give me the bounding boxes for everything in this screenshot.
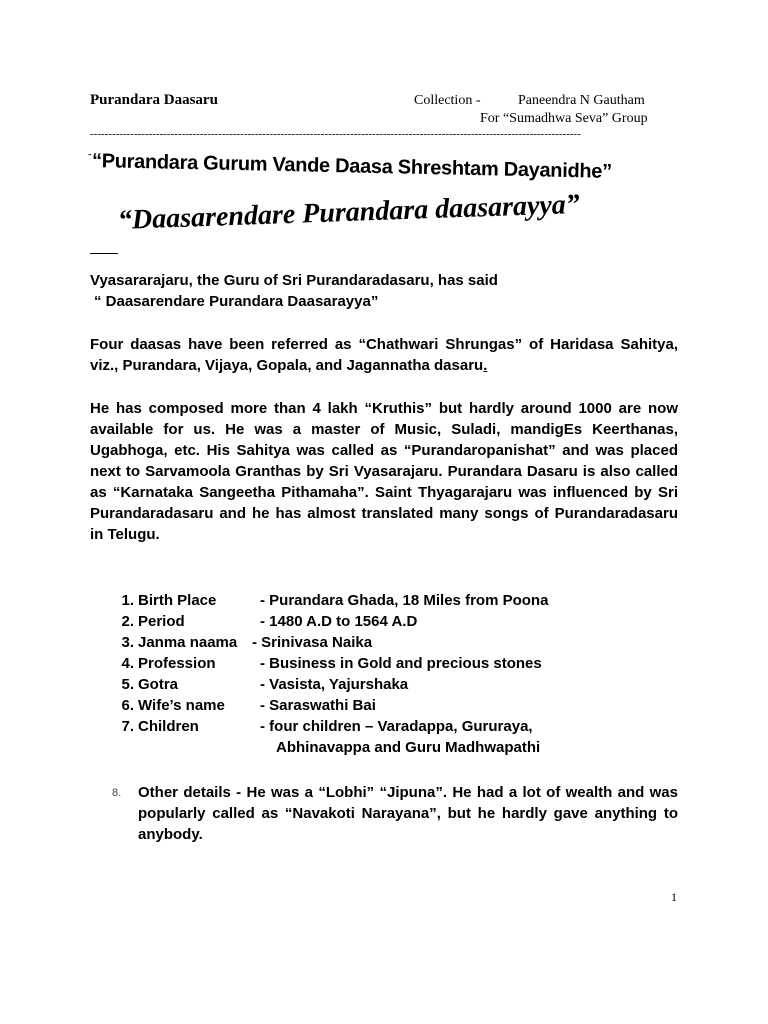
list-item-value: Abhinavappa and Guru Madhwapathi: [276, 739, 541, 756]
list-item-value: - Saraswathi Bai: [260, 697, 376, 714]
other-details-text: Other details - He was a “Lobhi” “Jipuna”. He had a lot of wealth and was popularly called as “Navakoti Narayana”, but he hardly gave anything to anybody.: [138, 784, 678, 843]
composition-paragraph: [90, 398, 678, 545]
invocation-line: “Purandara Gurum Vande Daasa Shreshtam Dayanidhe”: [91, 150, 613, 183]
list-item-value: - four children – Varadappa, Gururaya,: [260, 718, 533, 735]
list-item-label: Gotra: [138, 676, 179, 693]
header-divider: --------------------------------------------------------------------------------------------------------------------------------------: [90, 128, 581, 140]
list-item-number: 6.: [121, 697, 134, 714]
list-item-number: 2.: [121, 613, 134, 630]
header-group: For “Sumadhwa Seva” Group: [480, 111, 648, 126]
list-item-number: 4.: [121, 655, 134, 672]
other-details-item: [112, 782, 678, 845]
four-daasas-paragraph: [90, 334, 678, 376]
intro-line-1: Vyasararajaru, the Guru of Sri Purandaradasaru, has said: [90, 272, 498, 289]
intro-line-2: “ Daasarendare Purandara Daasarayya”: [94, 293, 379, 310]
list-item-label: Children: [138, 718, 199, 735]
list-item-label: Profession: [138, 655, 216, 672]
four-daasas-period: .: [483, 357, 488, 374]
list-item-value: - Business in Gold and precious stones: [260, 655, 542, 672]
list-item-number: 3.: [121, 634, 134, 651]
list-item-value: - 1480 A.D to 1564 A.D: [260, 613, 418, 630]
header-author: Paneendra N Gautham: [518, 93, 645, 108]
list-item-label: Birth Place: [138, 592, 217, 609]
four-daasas-text: Four daasas have been referred as “Chathwari Shrungas” of Haridasa Sahitya, viz., Purandara, Vijaya, Gopala, and Jagannatha dasaru: [90, 336, 678, 374]
intro-paragraph: [90, 270, 678, 312]
list-item-number: 1.: [121, 592, 134, 609]
list-item-label: Janma naama: [138, 634, 238, 651]
list-item-label: Wife’s name: [138, 697, 225, 714]
composition-text: He has composed more than 4 lakh “Kruthis” but hardly around 1000 are now available for us. He was a master of Music, Suladi, mandigEs Keerthanas, Ugabhoga, etc. His Sahitya was called as “Purandaropanishat” and was placed next to Sarvamoola Granthas by Sri Vyasarajaru. Purandara Dasaru is also called as “Karnataka Sangeetha Pithamaha”. Saint Thyagarajaru was influenced by Sri Purandaradasaru and he has almost translated many songs of Purandaradasaru in Telugu.: [90, 400, 678, 543]
page-title: “Daasarendare Purandara daasarayya”: [117, 188, 581, 236]
header-title: Purandara Daasaru: [90, 92, 218, 108]
page-number: 1: [671, 890, 677, 904]
list-item-value: - Purandara Ghada, 18 Miles from Poona: [260, 592, 549, 609]
list-item-number: 7.: [121, 718, 134, 735]
header-collection-label: Collection -: [414, 93, 481, 108]
list-item-number: 8.: [112, 787, 122, 799]
list-item-value: - Srinivasa Naika: [252, 634, 373, 651]
title-underline: [90, 253, 118, 254]
list-item-value: - Vasista, Yajurshaka: [260, 676, 409, 693]
stray-dash: -: [88, 148, 92, 160]
list-item-label: Period: [138, 613, 185, 630]
list-item-number: 5.: [121, 676, 134, 693]
